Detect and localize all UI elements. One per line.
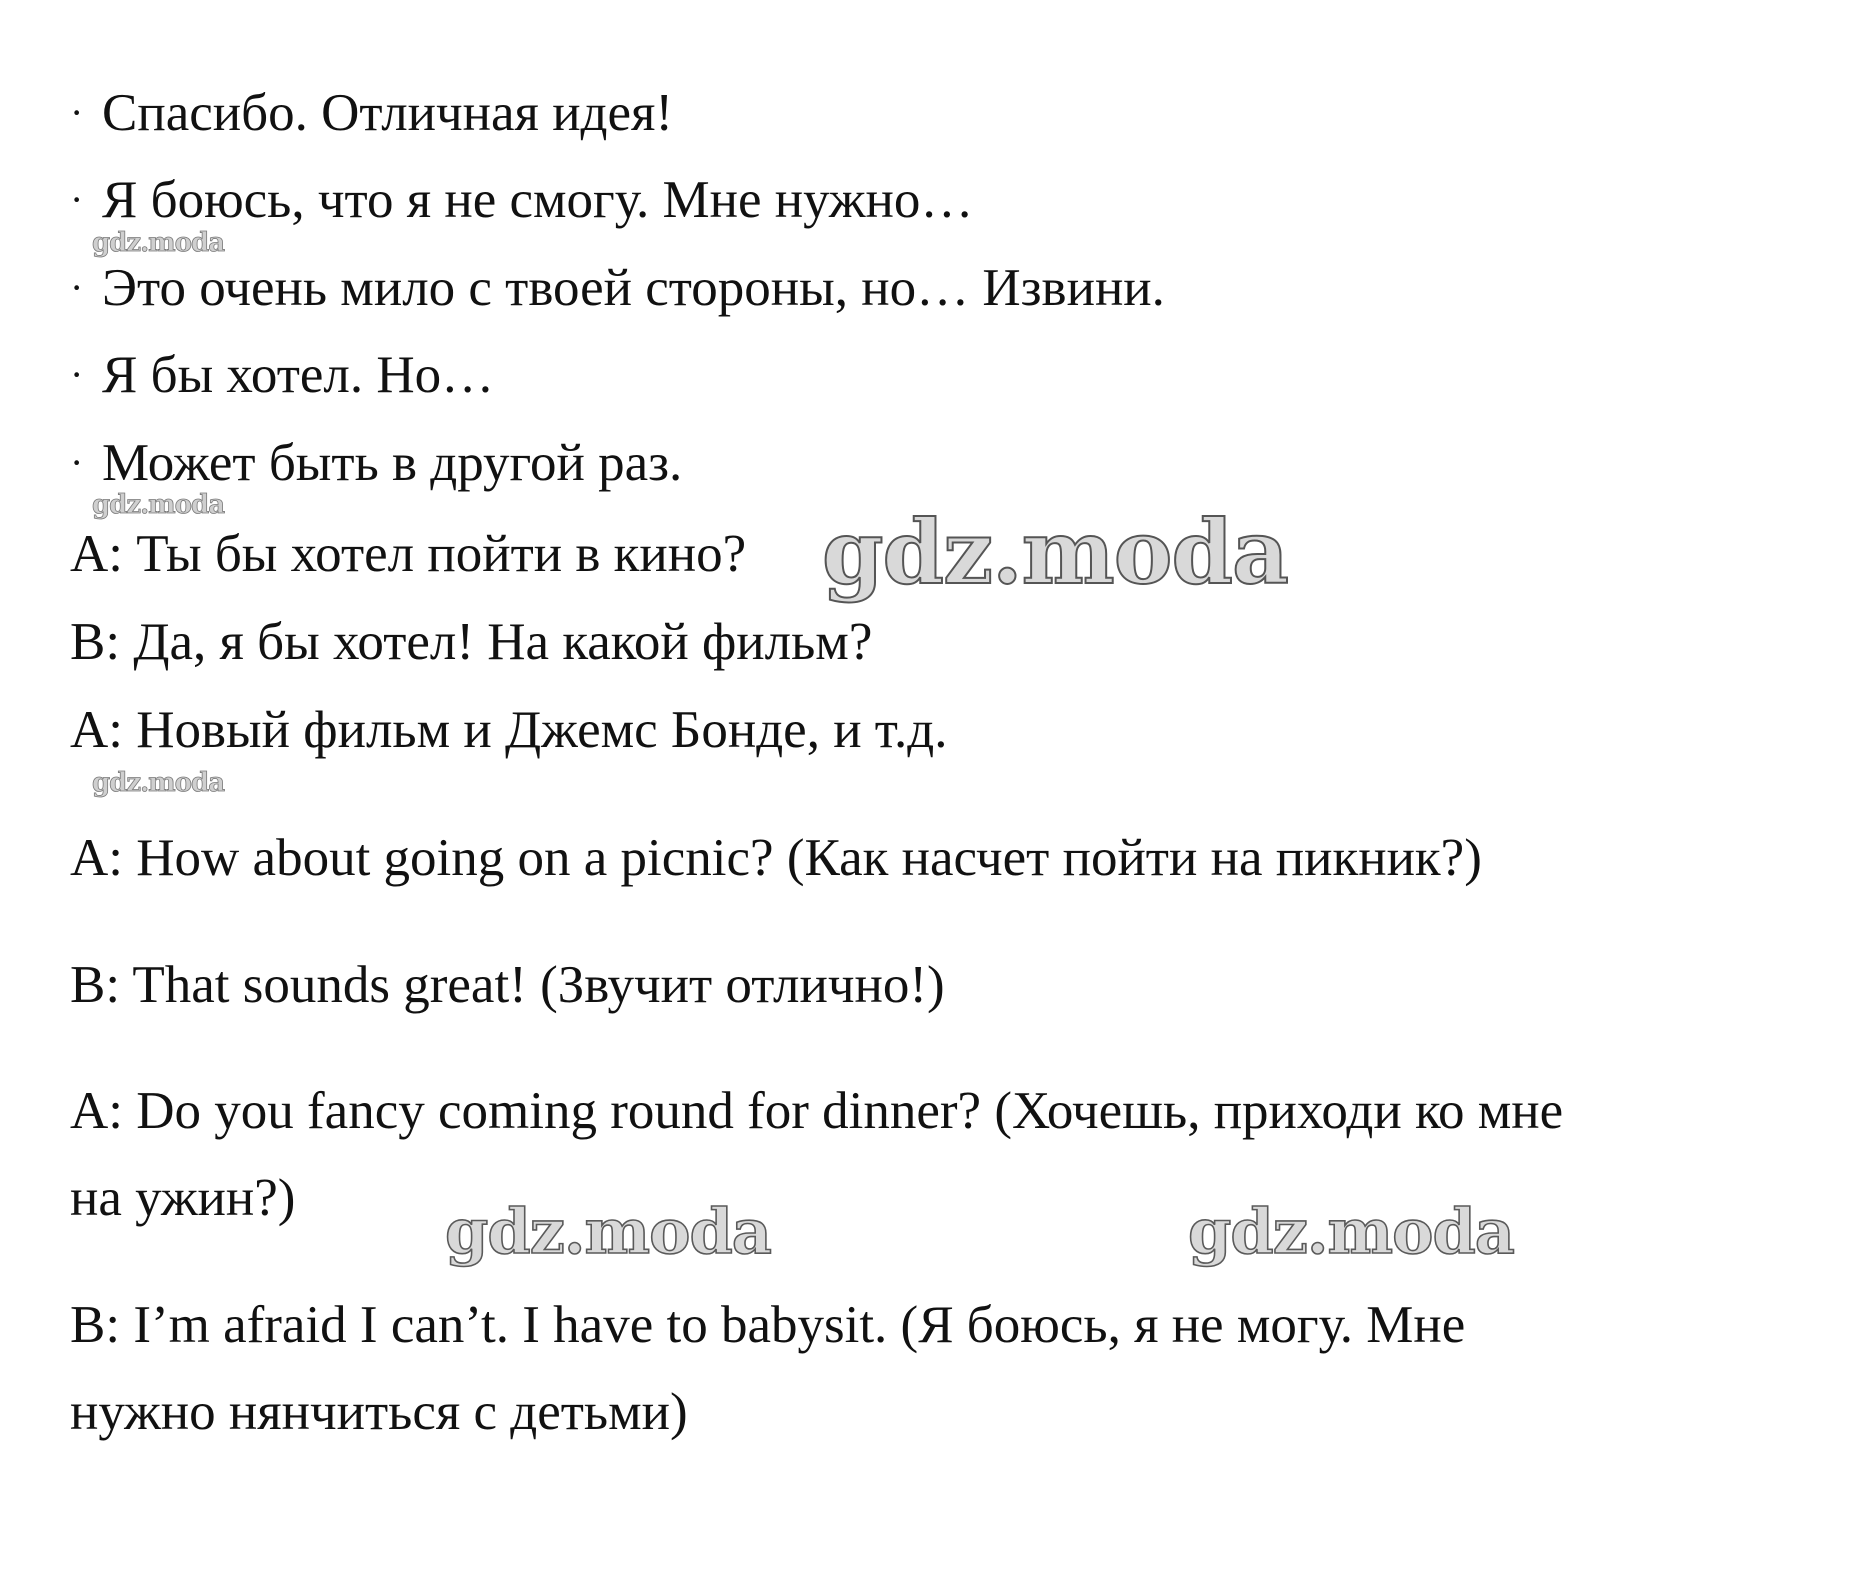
dialogue-line: A: Ты бы хотел пойти в кино? [70,525,747,583]
bullet-marker: · [70,352,84,397]
bullet-text: Может быть в другой раз. [102,434,683,492]
watermark: gdz.moda [92,490,225,520]
watermark: gdz.moda [822,500,1289,604]
bullet-marker: · [70,265,84,310]
dialogue-line: B: Да, я бы хотел! На какой фильм? [70,613,873,671]
dialogue-line: B: I’m afraid I can’t. I have to babysit. (Я боюсь, я не могу. Мне [70,1296,1466,1354]
dialogue-line: A: How about going on a picnic? (Как насчет пойти на пикник?) [70,829,1482,887]
bullet-text: Спасибо. Отличная идея! [102,84,674,142]
bullet-text: Это очень мило с твоей стороны, но… Извини. [102,259,1165,317]
dialogue-line: A: Новый фильм и Джемс Бонде, и т.д. [70,701,948,759]
bullet-item [70,170,973,230]
dialogue-line: B: That sounds great! (Звучит отлично!) [70,956,945,1014]
dialogue-line: на ужин?) [70,1169,296,1227]
bullet-text: Я бы хотел. Но… [102,346,495,404]
bullet-marker: · [70,177,84,222]
bullet-marker: · [70,440,84,485]
bullet-item [70,258,1165,318]
bullet-marker: · [70,90,84,135]
bullet-item [70,83,673,143]
bullet-item [70,433,682,493]
bullet-text: Я боюсь, что я не смогу. Мне нужно… [102,171,974,229]
watermark: gdz.moda [1188,1195,1514,1268]
watermark: gdz.moda [445,1195,771,1268]
bullet-item [70,345,494,405]
watermark: gdz.moda [92,228,225,258]
dialogue-line: A: Do you fancy coming round for dinner? (Хочешь, приходи ко мне [70,1082,1564,1140]
dialogue-line: нужно нянчиться с детьми) [70,1383,688,1441]
watermark: gdz.moda [92,768,225,798]
